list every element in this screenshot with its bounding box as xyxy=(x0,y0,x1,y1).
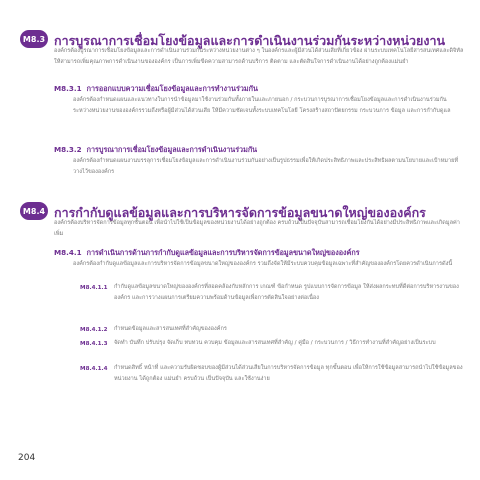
subsection-body-m8-4-1: องค์กรต้องกำกับดูแลข้อมูลและการบริหารจัดการข้อมูลขนาดใหญ่ขององค์กร รวมถึงจัดให้มีระบบควบคุมข้อมูลเฉพาะที่สำคัญขององค์กรโดยควรดำเนินการดังนี้ xyxy=(73,261,453,267)
subsection-title-m8-3-1 xyxy=(54,84,258,95)
section-intro-m8-3: องค์กรต้องบูรณาการเชื่อมโยงข้อมูลและการดำเนินงานร่วมกันระหว่างหน่วยงานต่าง ๆ ในองค์กรและผู้มีส่วนได้ส่วนเสียที่เกี่ยวข้อง ผ่านระบบเทคโนโลยีสารสนเทศและดิจิทัล ให้สามารถเพิ่มคุณภาพการดำเนินงานขององค์กร เป็นการเพิ่มขีดความสามารถด้านบริการ ติดตาม และตัดสินใจการดำเนินงานได้อย่างถูกต้องแม่นยำ xyxy=(54,48,464,65)
item-number: M8.4.1.2 xyxy=(80,327,108,333)
subsection-heading: การออกแบบความเชื่อมโยงข้อมูลและการทำงานร่วมกัน xyxy=(86,84,258,93)
item-number: M8.4.1.3 xyxy=(80,341,108,347)
page-number: 204 xyxy=(18,453,36,463)
item-text: กำกับดูแลข้อมูลขนาดใหญ่ขององค์กรที่สอดคล้องกับหลักการ เกณฑ์ ข้อกำหนด รูปแบบการจัดการข้อมูล ให้ส่งผลกระทบที่ดีต่อการบริหารงานขององค์กร และการวางแผนการเตรียมความพร้อมด้านข้อมูลเพื่อการตัดสินใจอย่างต่อเนื่อง xyxy=(114,284,459,301)
section-title-m8-4: การกำกับดูแลข้อมูลและการบริหารจัดการข้อมูลขนาดใหญ่ขององค์กร xyxy=(54,205,426,220)
subsection-number: M8.4.1 xyxy=(54,248,82,257)
subsection-heading: การบูรณาการเชื่อมโยงข้อมูลและการดำเนินงานร่วมกัน xyxy=(86,145,258,154)
subsection-title-m8-4-1 xyxy=(54,248,360,259)
section-badge-m8-4: M8.4 xyxy=(20,202,48,220)
section-badge-m8-3: M8.3 xyxy=(20,30,48,48)
section-title-m8-3: การบูรณาการเชื่อมโยงข้อมูลและการดำเนินงานร่วมกันระหว่างหน่วยงาน xyxy=(54,33,446,48)
item-text: จัดทำ บันทึก ปรับปรุง จัดเก็บ ทบทวน ควบคุม ข้อมูลและสารสนเทศที่สำคัญ / คู่มือ / กระบวนการ / วิธีการทำงานที่สำคัญอย่างเป็นระบบ xyxy=(114,340,436,346)
subsection-body-m8-3-2: องค์กรต้องกำหนดแผนงานบรรลุการเชื่อมโยงข้อมูลและการดำเนินงานร่วมกันอย่างเป็นรูปธรรมเพื่อให้เกิดประสิทธิภาพและประสิทธิผลตามนโยบายและเป้าหมายที่วางไว้ขององค์กร xyxy=(73,158,459,175)
item-text: กำหนดสิทธิ์ หน้าที่ และความรับผิดชอบของผู้มีส่วนได้ส่วนเสียในการบริหารจัดการข้อมูล ทุกขั้นตอน เพื่อให้การใช้ข้อมูลสามารถนำไปใช้ข้อมูลของหน่วยงาน ได้ถูกต้อง แม่นยำ ครบถ้วน เป็นปัจจุบัน และใช้งานง่าย xyxy=(114,365,463,382)
subsection-title-m8-3-2 xyxy=(54,145,257,156)
item-text: กำหนดข้อมูลและสารสนเทศที่สำคัญขององค์กร xyxy=(114,326,227,332)
section-intro-m8-4: องค์กรต้องบริหารจัดการข้อมูลทุกชั้นตอน เพื่อนำไปใช้เป็นข้อมูลของหน่วยงานได้อย่างถูกต้อง ครบถ้วนเป็นปัจจุบันสามารถเชื่อมโยงกันได้อย่างมีประสิทธิภาพและเกิดมูลค่าเพิ่ม xyxy=(54,220,460,237)
item-number: M8.4.1.4 xyxy=(80,366,108,372)
subsection-number: M8.3.1 xyxy=(54,84,82,93)
subsection-heading: การดำเนินการด้านการกำกับดูแลข้อมูลและการบริหารจัดการข้อมูลขนาดใหญ่ขององค์กร xyxy=(86,248,360,257)
subsection-number: M8.3.2 xyxy=(54,145,82,154)
subsection-body-m8-3-1: องค์กรต้องกำหนดแผนและแนวทางในการนำข้อมูลมาใช้งานร่วมกันทั้งภายในและภายนอก / กระบวนการบูรณาการเชื่อมโยงข้อมูลและการดำเนินงานร่วมกันระหว่างหน่วยงานขององค์กรรวมถึงหรือผู้มีส่วนได้ส่วนเสีย ให้มีความชัดเจนทั้งระบบเทคโนโลยี โครงสร้างสถาปัตยกรรม กระบวนการ ข้อมูล และการกำกับดูแล xyxy=(73,97,451,114)
item-number: M8.4.1.1 xyxy=(80,285,108,291)
